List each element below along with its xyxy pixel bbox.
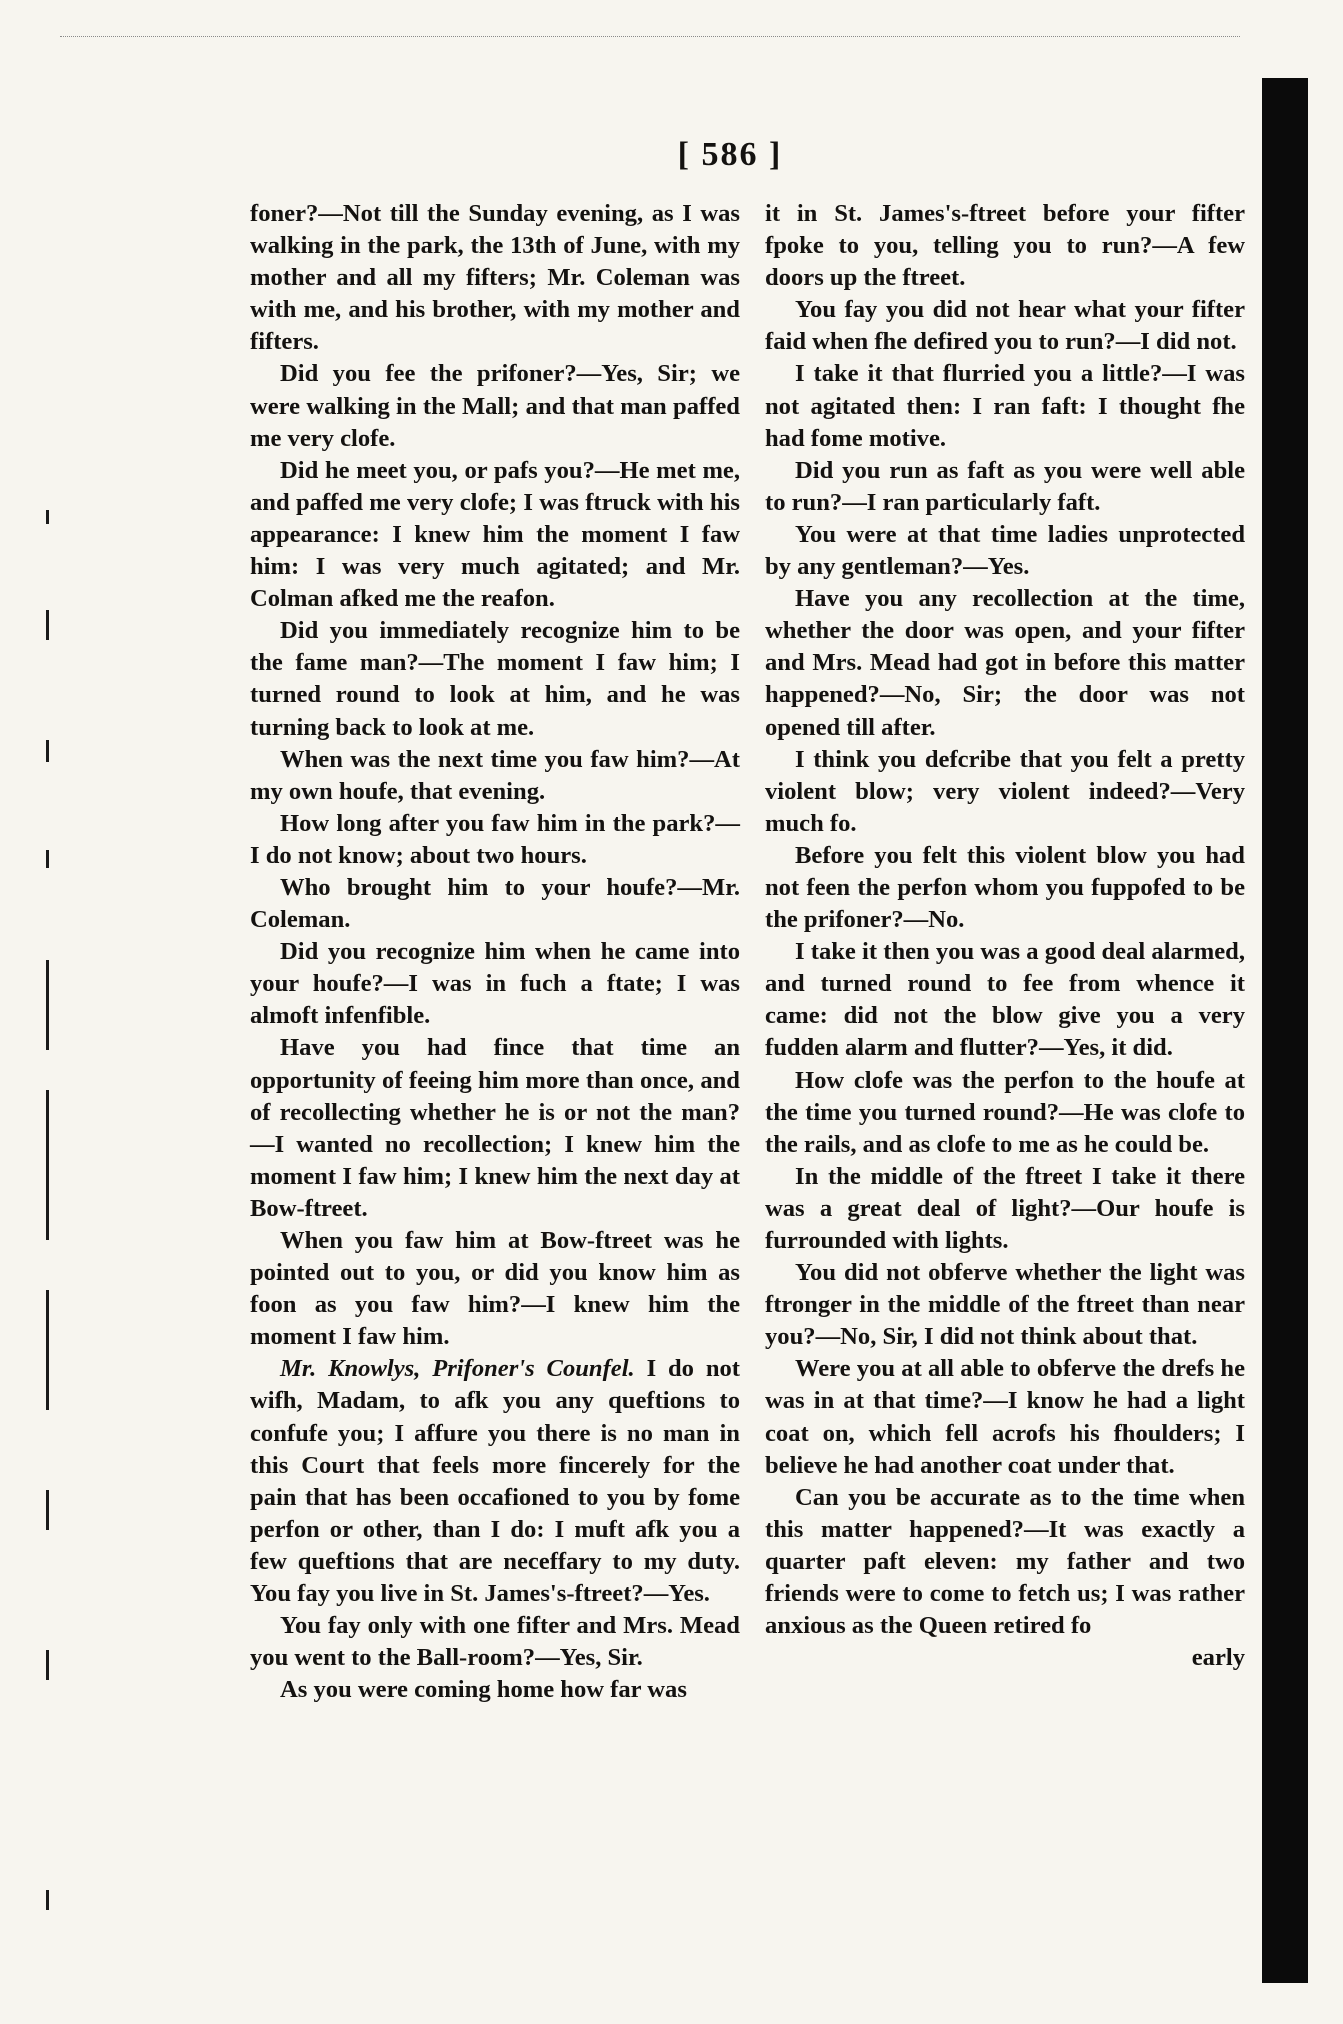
paragraph [765, 1353, 1245, 1481]
paragraph-text: foner?—Not till the Sunday evening, as I was walking in the park, the 13th of June, with my mother and all my fifters; Mr. Coleman was with me, and his brother, with my mother and fifters. [250, 200, 740, 356]
paragraph-text: You were at that time ladies unprotected by any gentleman?—Yes. [765, 520, 1245, 581]
paragraph-text: In the middle of the ftreet I take it there was a great deal of light?—Our houfe is furrounded with lights. [765, 1162, 1245, 1254]
paragraph [765, 1161, 1245, 1257]
paragraph [250, 198, 740, 358]
paragraph-text: I do not wifh, Madam, to afk you any queftions to confufe you; I affure you there is no man in this Court that feels more fincerely for the pain that has been occafioned to you by fome perfon or other, than I do: I muft afk you a few queftions that are neceffary to my duty. You fay you live in St. James's-ftreet?—Yes. [250, 1355, 740, 1608]
book-spine-shadow [1262, 78, 1308, 1983]
paragraph [765, 1257, 1245, 1353]
paragraph-text: You fay you did not hear what your fifter faid when fhe defired you to run?—I did not. [765, 296, 1245, 356]
paragraph [250, 1674, 740, 1706]
scan-noise [60, 36, 1240, 45]
paragraph [765, 583, 1245, 743]
paragraph-text: Did he meet you, or pafs you?—He met me, and paffed me very clofe; I was ftruck with his appearance: I knew him the moment I faw him: I was very much agitated; and Mr. Colman afked me the reafon. [250, 456, 740, 613]
paragraph-text: it in St. James's-ftreet before your fifter fpoke to you, telling you to run?—A few doors up the ftreet. [765, 200, 1245, 292]
paragraph-text: Did you run as faft as you were well able to run?—I ran particularly faft. [765, 456, 1245, 516]
paragraph [765, 744, 1245, 840]
paragraph-text: When you faw him at Bow-ftreet was he pointed out to you, or did you know him as foon as you faw him?—I knew him the moment I faw him. [250, 1227, 740, 1351]
paragraph [765, 1642, 1245, 1674]
paragraph-text: I think you defcribe that you felt a pretty violent blow; very violent indeed?—Very much fo. [765, 745, 1245, 837]
paragraph [250, 358, 740, 454]
page-number: [ 586 ] [677, 136, 783, 173]
paragraph [250, 744, 740, 808]
paragraph [250, 936, 740, 1032]
right-column [765, 198, 1245, 1674]
paragraph [765, 455, 1245, 519]
paragraph [765, 198, 1245, 294]
paragraph-text: I take it that flurried you a little?—I was not agitated then: I ran faft: I thought fhe had fome motive. [765, 360, 1245, 452]
paragraph [250, 1032, 740, 1225]
paragraph [765, 1065, 1245, 1161]
paragraph [765, 840, 1245, 936]
paragraph-text: Before you felt this violent blow you had not feen the perfon whom you fuppofed to be the prifoner?—No. [765, 841, 1245, 934]
paragraph-text: Did you recognize him when he came into your houfe?—I was in fuch a ftate; I was almoft infenfible. [250, 938, 740, 1030]
paragraph [250, 455, 740, 615]
paragraph-text: When was the next time you faw him?—At my own houfe, that evening. [250, 745, 740, 805]
paragraph-text: I take it then you was a good deal alarmed, and turned round to fee from whence it came: did not the blow give you a very fudden alarm and flutter?—Yes, it did. [765, 938, 1245, 1062]
paragraph-text: Have you had fince that time an opportunity of feeing him more than once, and of recollecting whether he is or not the man?—I wanted no recollection; I knew him the moment I faw him; I knew him the next day at Bow-ftreet. [250, 1034, 740, 1222]
paragraph-text: How clofe was the perfon to the houfe at the time you turned round?—He was clofe to the rails, and as clofe to me as he could be. [765, 1066, 1245, 1158]
paragraph [250, 1610, 740, 1674]
paragraph-text: You did not obferve whether the light was ftronger in the middle of the ftreet than near you?—No, Sir, I did not think about that. [765, 1259, 1245, 1351]
speaker-name: Mr. Knowlys, Prifoner's Counfel. [280, 1355, 635, 1383]
paragraph [250, 1225, 740, 1353]
paragraph [765, 1482, 1245, 1642]
paragraph [765, 294, 1245, 358]
scan-gutter-marks [40, 90, 68, 1990]
paragraph-text: Have you any recollection at the time, whether the door was open, and your fifter and Mrs. Mead had got in before this matter happened?—No, Sir; the door was not opened till after. [765, 585, 1245, 741]
paragraph [765, 519, 1245, 583]
paragraph-text: early [1191, 1644, 1245, 1672]
paragraph-text: Did you fee the prifoner?—Yes, Sir; we were walking in the Mall; and that man paffed me very clofe. [250, 360, 740, 452]
paragraph-text: Who brought him to your houfe?—Mr. Coleman. [250, 873, 740, 934]
paragraph [250, 615, 740, 743]
paragraph-text: Did you immediately recognize him to be the fame man?—The moment I faw him; I turned round to look at him, and he was turning back to look at me. [250, 617, 740, 741]
paragraph-text: How long after you faw him in the park?—I do not know; about two hours. [250, 809, 740, 869]
paragraph [765, 358, 1245, 454]
paragraph [250, 1353, 740, 1610]
paragraph [765, 936, 1245, 1064]
paragraph-text: You fay only with one fifter and Mrs. Mead you went to the Ball-room?—Yes, Sir. [250, 1612, 740, 1672]
paragraph [250, 872, 740, 936]
paragraph-text: Can you be accurate as to the time when this matter happened?—It was exactly a quarter paft eleven: my father and two friends were to come to fetch us; I was rather anxious as the Queen retired fo [765, 1483, 1245, 1640]
left-column [250, 198, 740, 1706]
paragraph [250, 808, 740, 872]
paragraph-text: Were you at all able to obferve the drefs he was in at that time?—I know he had a light coat on, which fell acrofs his fhoulders; I believe he had another coat under that. [765, 1355, 1245, 1479]
paragraph-text: As you were coming home how far was [280, 1676, 687, 1704]
